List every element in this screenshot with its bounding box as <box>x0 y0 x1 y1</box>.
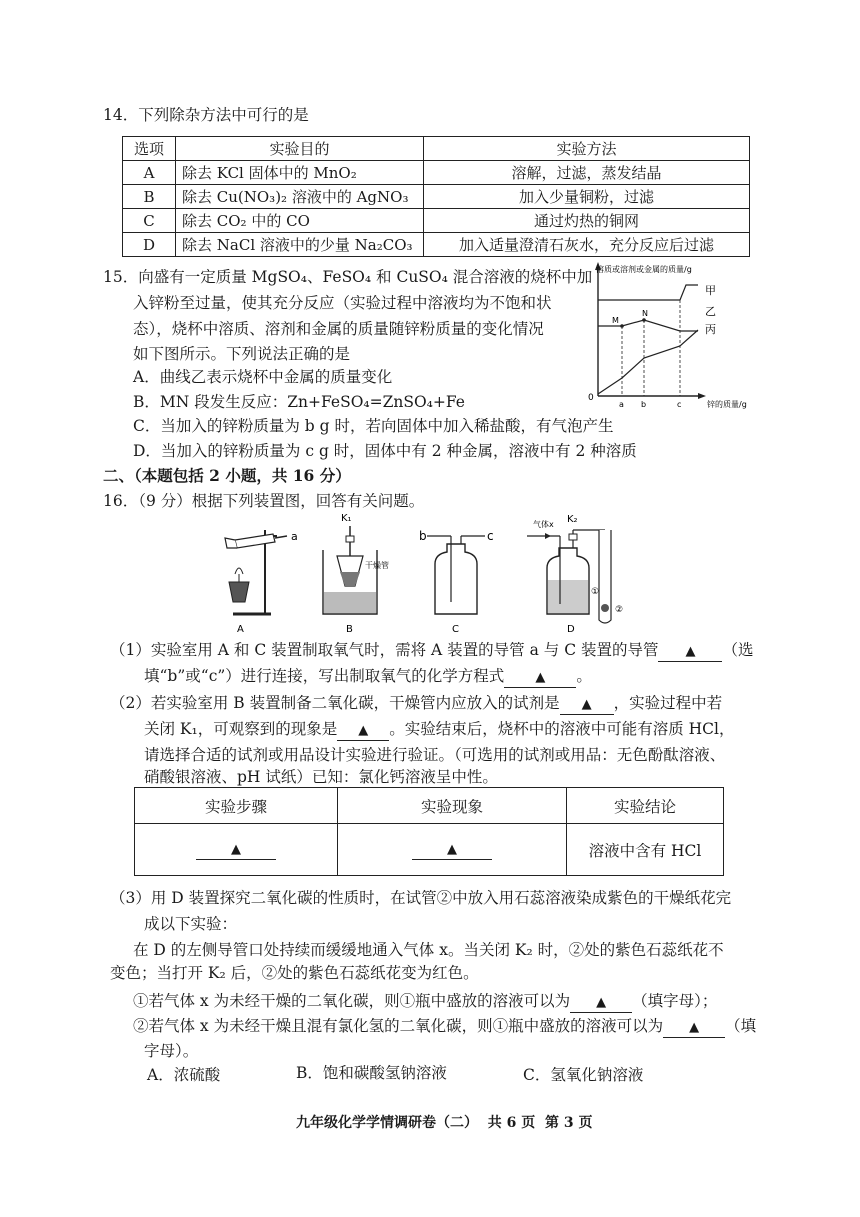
section-heading: 二、（本题包括 2 小题，共 16 分） <box>103 466 351 485</box>
port-b-label: b <box>419 529 427 543</box>
answer-blank[interactable]: ▲ <box>412 839 492 860</box>
answer-blank[interactable]: ▲ <box>663 1017 725 1038</box>
q16-part1-line2 <box>144 665 592 688</box>
q15-line: 态），烧杯中溶质、溶剂和金属的质量随锌粉质量的变化情况 <box>133 320 544 338</box>
q16-part3-sub2-tail: （填 <box>725 1017 757 1035</box>
q14-stem: 14．下列除杂方法中可行的是 <box>103 106 309 124</box>
tick-label: b <box>641 400 647 409</box>
table-cell: 除去 CO₂ 中的 CO <box>176 209 424 233</box>
table-cell <box>338 824 567 876</box>
table-header: 实验目的 <box>176 137 424 161</box>
q16-part1-text: （1）实验室用 A 和 C 装置制取氧气时，需将 A 装置的导管 a 与 C 装置的导管 <box>110 641 659 659</box>
origin-label: 0 <box>588 393 594 403</box>
q16-part3-line1: （3）用 D 装置探究二氧化碳的性质时，在试管②中放入用石蕊溶液染成紫色的干燥纸花完 <box>110 889 732 907</box>
answer-blank[interactable]: ▲ <box>570 992 632 1013</box>
label-b: B <box>346 624 353 635</box>
tick-label: c <box>677 400 682 409</box>
table-cell: 除去 KCl 固体中的 MnO₂ <box>176 161 424 185</box>
k1-label: K₁ <box>341 513 352 524</box>
table-header: 实验现象 <box>338 788 567 824</box>
tube1-label: ① <box>591 587 600 597</box>
table-header: 实验方法 <box>424 137 750 161</box>
apparatus-c <box>419 529 494 635</box>
q14-table <box>122 136 750 257</box>
q16-part3-sub1-text: ①若气体 x 为未经干燥的二氧化碳，则①瓶中盛放的溶液可以为 <box>133 992 571 1010</box>
q16-part3-sub2-line2: 字母）。 <box>144 1042 199 1060</box>
point-n-label: N <box>642 309 648 318</box>
q16-part3-sub1-tail: （填字母）； <box>632 992 718 1010</box>
q16-apparatus <box>215 512 635 637</box>
q16-part1-line1 <box>110 639 754 662</box>
answer-blank[interactable]: ▲ <box>504 667 576 688</box>
table-cell: 除去 Cu(NO₃)₂ 溶液中的 AgNO₃ <box>176 185 424 209</box>
curve-bing <box>598 330 698 394</box>
q15-option-d: D．当加入的锌粉质量为 c g 时，固体中有 2 种金属，溶液中有 2 种溶质 <box>133 442 637 460</box>
point-m-label: M <box>612 316 619 325</box>
table-cell: 除去 NaCl 溶液中的少量 Na₂CO₃ <box>176 233 424 257</box>
q16-part2-text: （2）若实验室用 B 装置制备二氧化碳，干燥管内应放入的试剂是 <box>110 694 560 712</box>
table-cell: 溶解，过滤，蒸发结晶 <box>424 161 750 185</box>
table-cell <box>135 824 338 876</box>
q16-part3-sub2-text: ②若气体 x 为未经干燥且混有氯化氢的二氧化碳，则①瓶中盛放的溶液可以为 <box>133 1017 664 1035</box>
k2-label: K₂ <box>567 514 578 525</box>
answer-blank[interactable]: ▲ <box>337 720 389 741</box>
q15-line: 入锌粉至过量，使其充分反应（实验过程中溶液均为不饱和状 <box>133 294 552 312</box>
q16-stem: 16．（9 分）根据下列装置图，回答有关问题。 <box>103 492 425 510</box>
q16-part2-line2 <box>144 718 735 741</box>
port-c-label: c <box>487 529 494 543</box>
table-cell: 溶液中含有 HCl <box>567 824 724 876</box>
apparatus-a <box>225 530 298 635</box>
q15-option-b: B．MN 段发生反应：Zn+FeSO₄=ZnSO₄+Fe <box>133 393 465 411</box>
table-cell: 加入适量澄清石灰水，充分反应后过滤 <box>424 233 750 257</box>
label-a: A <box>237 624 244 635</box>
answer-blank[interactable]: ▲ <box>196 839 276 860</box>
tube2-label: ② <box>615 605 624 615</box>
answer-blank[interactable]: ▲ <box>560 694 614 715</box>
q16-part1-tail: 。 <box>576 667 592 685</box>
apparatus-b <box>323 513 389 635</box>
x-axis-label: 锌的质量/g <box>707 400 747 409</box>
q16-part3-sub1 <box>133 990 717 1013</box>
q16-part1-text: 填“b”或“c”）进行连接，写出制取氧气的化学方程式 <box>144 667 505 685</box>
label-c: C <box>452 624 459 635</box>
q15-option-a: A．曲线乙表示烧杯中金属的质量变化 <box>133 368 393 386</box>
table-cell: D <box>123 233 176 257</box>
answer-blank[interactable]: ▲ <box>658 641 722 662</box>
choice-c: C．氢氧化钠溶液 <box>523 1066 644 1084</box>
drying-tube-label: 干燥管 <box>365 561 389 570</box>
q15-graph <box>580 258 760 418</box>
table-header: 实验步骤 <box>135 788 338 824</box>
q16-part3-line4: 变色；当打开 K₂ 后，②处的紫色石蕊纸花变为红色。 <box>110 964 479 982</box>
curve-jia <box>598 285 698 300</box>
q16-part2-tail: ，实验过程中若 <box>613 694 723 712</box>
choice-a: A．浓硫酸 <box>147 1066 221 1084</box>
q16-part3-line3: 在 D 的左侧导管口处持续而缓缓地通入气体 x。当关闭 K₂ 时，②处的紫色石蕊纸花不 <box>133 941 724 959</box>
q16-part2-text: 关闭 K₁，可观察到的现象是 <box>144 720 338 738</box>
table-cell: B <box>123 185 176 209</box>
experiment-table <box>134 787 724 876</box>
table-header: 实验结论 <box>567 788 724 824</box>
port-a-label: a <box>291 530 298 543</box>
q15-option-c: C．当加入的锌粉质量为 b g 时，若向固体中加入稀盐酸，有气泡产生 <box>133 417 614 435</box>
page-footer: 九年级化学学情调研卷（二） 共 6 页 第 3 页 <box>296 1115 593 1131</box>
q16-part3-sub2 <box>133 1015 756 1038</box>
curve-label: 丙 <box>705 323 716 336</box>
q16-part3-line2: 成以下实验： <box>144 915 238 933</box>
apparatus-d <box>527 514 623 635</box>
q16-part1-tail: （选 <box>722 641 754 659</box>
tick-label: a <box>619 400 624 409</box>
q16-part2-line3: 请选择合适的试剂或用品设计实验进行验证。（可选用的试剂或用品：无色酚酞溶液、 <box>144 746 726 764</box>
table-cell: 通过灼热的铜网 <box>424 209 750 233</box>
q16-part2-line4: 硝酸银溶液、pH 试纸）已知：氯化钙溶液呈中性。 <box>144 768 498 786</box>
curve-label: 甲 <box>705 284 716 297</box>
gas-x-label: 气体x <box>533 520 554 529</box>
table-cell: C <box>123 209 176 233</box>
curve-label: 乙 <box>705 305 716 318</box>
q15-line: 如下图所示。下列说法正确的是 <box>133 345 351 363</box>
q15-line: 15．向盛有一定质量 MgSO₄、FeSO₄ 和 CuSO₄ 混合溶液的烧杯中加 <box>103 268 593 286</box>
table-cell: A <box>123 161 176 185</box>
choice-b: B．饱和碳酸氢钠溶液 <box>296 1064 447 1082</box>
q16-part2-line1 <box>110 692 722 715</box>
table-header: 选项 <box>123 137 176 161</box>
label-d: D <box>567 624 575 635</box>
q16-part2-tail: 。实验结束后，烧杯中的溶液中可能有溶质 HCl， <box>389 720 735 738</box>
y-axis-label: 溶质或溶剂或金属的质量/g <box>596 265 692 274</box>
table-cell: 加入少量铜粉，过滤 <box>424 185 750 209</box>
